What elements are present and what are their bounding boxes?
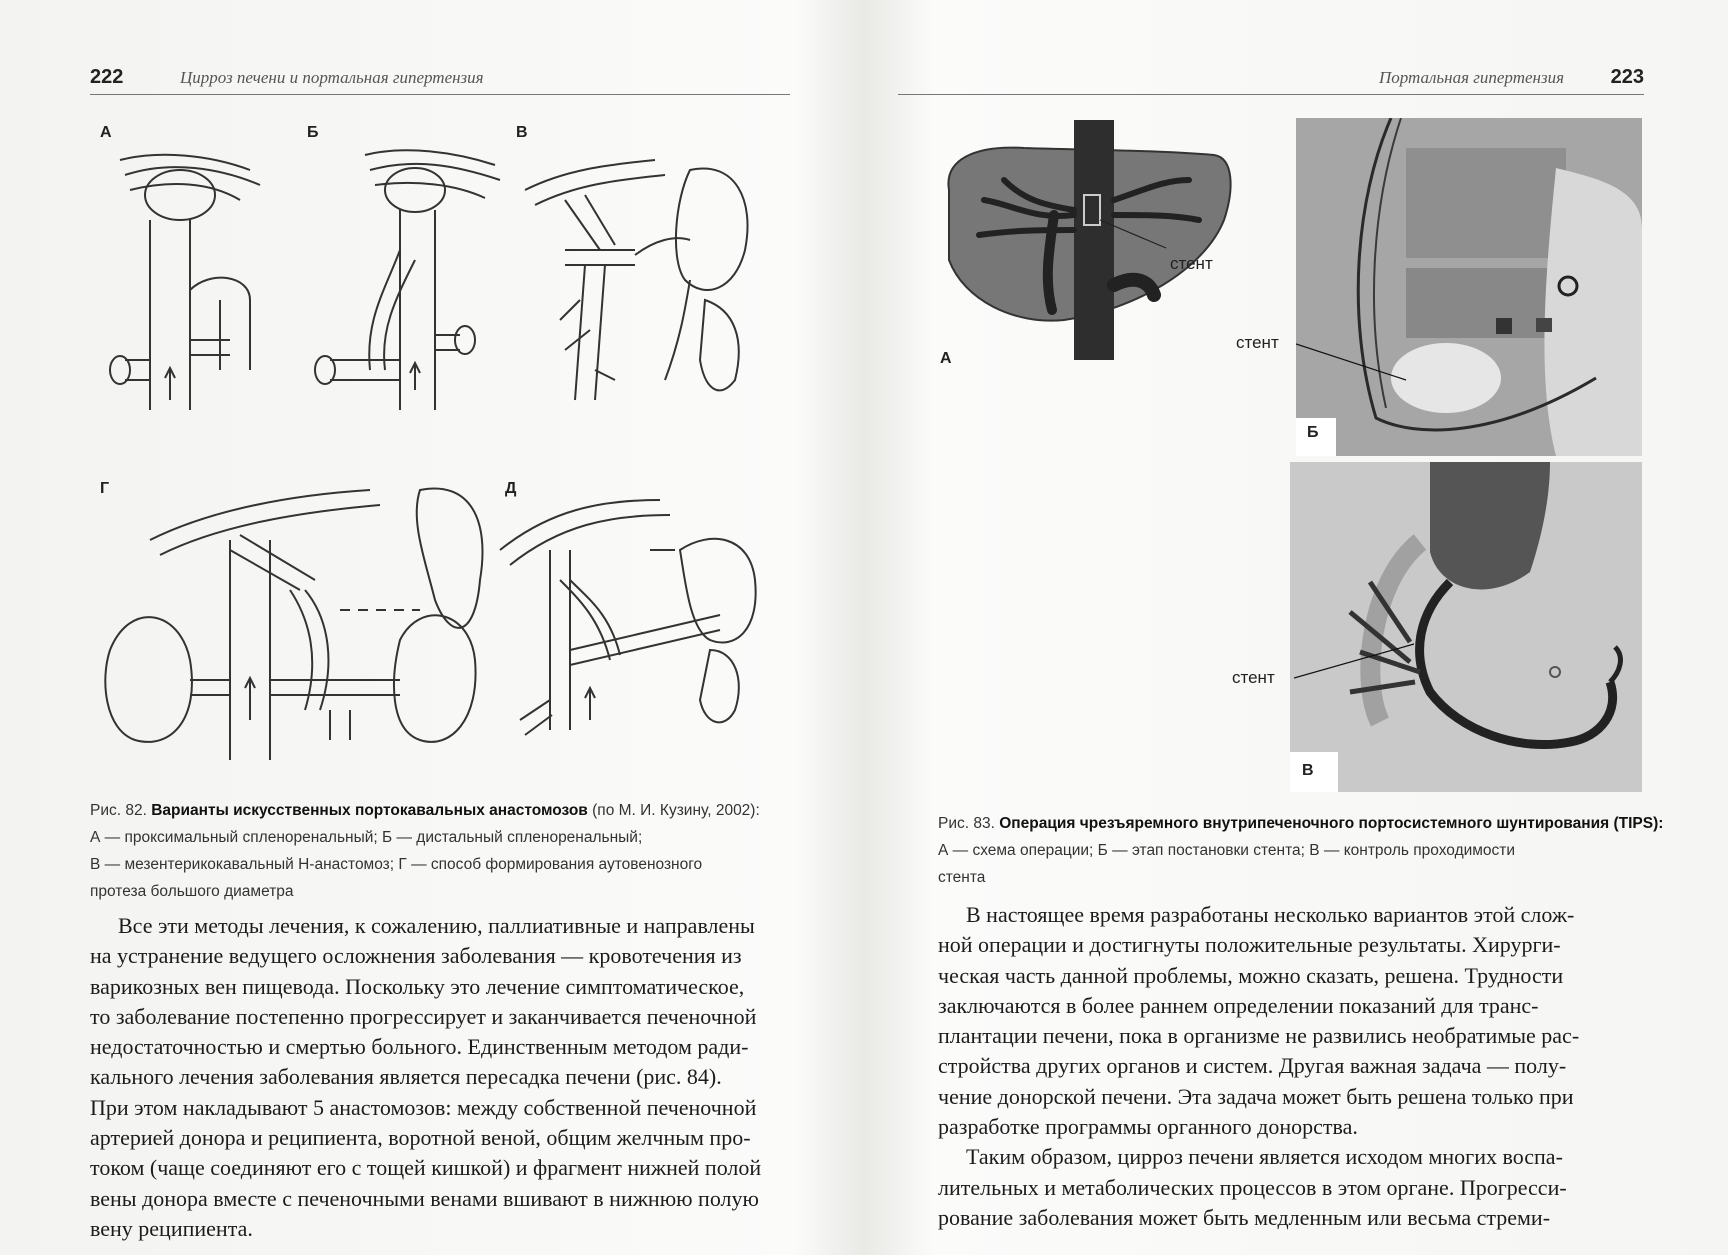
left-page-header — [90, 60, 790, 95]
xray-stent-patency-image — [1290, 462, 1642, 792]
panel-label-b: Б — [307, 124, 319, 141]
text-line: ческая часть данной проблемы, можно сказать, решена. Трудности — [938, 962, 1564, 988]
xray-stent-placement-image — [1296, 118, 1642, 456]
caption-line: протеза большого диаметра — [90, 883, 294, 900]
drawing-mesocaval-anastomosis — [490, 490, 790, 750]
text-line: Все эти методы лечения, к сожалению, паллиативные и направлены — [118, 913, 755, 938]
running-head: Цирроз печени и портальная гипертензия — [180, 68, 484, 87]
text-line: ной операции и достигнуты положительные результаты. Хирурги- — [938, 932, 1561, 958]
right-page-header — [898, 60, 1644, 95]
xray-stent-patency — [1290, 462, 1642, 792]
panel-label-v: В — [1302, 762, 1314, 779]
stent-pointer-v — [1294, 640, 1424, 690]
text-line: В настоящее время разработаны несколько вариантов этой слож- — [966, 902, 1575, 927]
drawing-autovenous-prosthesis — [90, 480, 490, 780]
panel-label-b: Б — [1307, 424, 1319, 441]
page-number: 223 — [1610, 66, 1644, 88]
text-line: плантации печени, пока в организме не развились необратимые рас- — [938, 1023, 1580, 1049]
drawing-mesenterico-caval — [505, 140, 765, 410]
panel-label-a: А — [100, 124, 112, 141]
figure-83-caption — [938, 810, 1664, 891]
text-line: заключаются в более раннем определении показаний для транс- — [938, 992, 1539, 1018]
caption-line: стента — [938, 869, 986, 886]
xray-stent-placement — [1296, 118, 1642, 456]
text-line: рование заболевания может быть медленным или весьма стреми- — [938, 1204, 1551, 1230]
stent-pointer-b — [1296, 340, 1416, 400]
text-line: током (чаще соединяют его с тощей кишкой) и фрагмент нижней полой — [90, 1155, 762, 1181]
panel-label-v: В — [516, 124, 528, 141]
caption-line: В — мезентерикокавальный Н-анастомоз; Г — способ формирования аутовенозного — [90, 856, 703, 873]
text-line: кального лечения заболевания является пересадка печени (рис. 84). — [90, 1064, 722, 1090]
caption-title: Варианты искусственных портокавальных анастомозов — [151, 802, 588, 819]
text-line: Таким образом, цирроз печени является исходом многих воспа- — [966, 1144, 1563, 1170]
caption-line: А — проксимальный спленоренальный; Б — дистальный спленоренальный; — [90, 829, 643, 846]
running-head: Портальная гипертензия — [1378, 68, 1564, 87]
text-line: то заболевание постепенно прогрессирует и заканчивается печеночной — [90, 1003, 757, 1029]
text-line: стройства других органов и систем. Другая важная задача — полу- — [938, 1053, 1567, 1079]
text-line: недостаточностью и смертью больного. Единственным методом ради- — [90, 1034, 749, 1060]
text-line: на устранение ведущего осложнения заболевания — кровотечения из — [90, 943, 742, 969]
drawing-proximal-splenorenal — [100, 140, 300, 420]
text-line: варикозных вен пищевода. Поскольку это лечение симптоматическое, — [90, 973, 745, 999]
text-line: артерией донора и реципиента, воротной веной, общим желчным про- — [90, 1125, 751, 1151]
stent-label-b: стент — [1236, 333, 1279, 352]
right-body-text — [938, 900, 1644, 1233]
text-line: чение донорской печени. Эта задача может быть решена только при — [938, 1083, 1574, 1109]
page-number: 222 — [90, 66, 124, 88]
caption-prefix: Рис. 83. — [938, 815, 1000, 832]
stent-label-a: стент — [1170, 254, 1213, 273]
text-line: При этом накладывают 5 анастомозов: между собственной печеночной — [90, 1094, 757, 1120]
drawing-distal-splenorenal — [305, 140, 505, 420]
caption-source: (по М. И. Кузину, 2002): — [587, 802, 760, 819]
panel-label-a: А — [940, 350, 952, 367]
left-body-text — [90, 911, 792, 1244]
text-line: вену реципиента. — [90, 1215, 253, 1241]
panel-label-g: Г — [100, 480, 110, 497]
right-page — [864, 0, 1728, 1255]
text-line: вены донора вместе с печеночными венами вшивают в нижнюю полую — [90, 1185, 759, 1211]
caption-prefix: Рис. 82. — [90, 802, 152, 819]
text-line: лительных и метаболических процессов в этом органе. Прогресси- — [938, 1174, 1567, 1200]
caption-title: Операция чрезъяремного внутрипеченочного портосистемного шунтирования (TIPS): — [999, 815, 1664, 832]
stent-label-v: стент — [1232, 668, 1275, 687]
caption-line: А — схема операции; Б — этап постановки стента; В — контроль проходимости — [938, 842, 1516, 859]
tips-scheme-diagram — [934, 120, 1234, 360]
figure-82-caption — [90, 797, 810, 905]
panel-label-d: Д — [505, 480, 517, 497]
text-line: разработке программы органного донорства. — [938, 1114, 1358, 1140]
